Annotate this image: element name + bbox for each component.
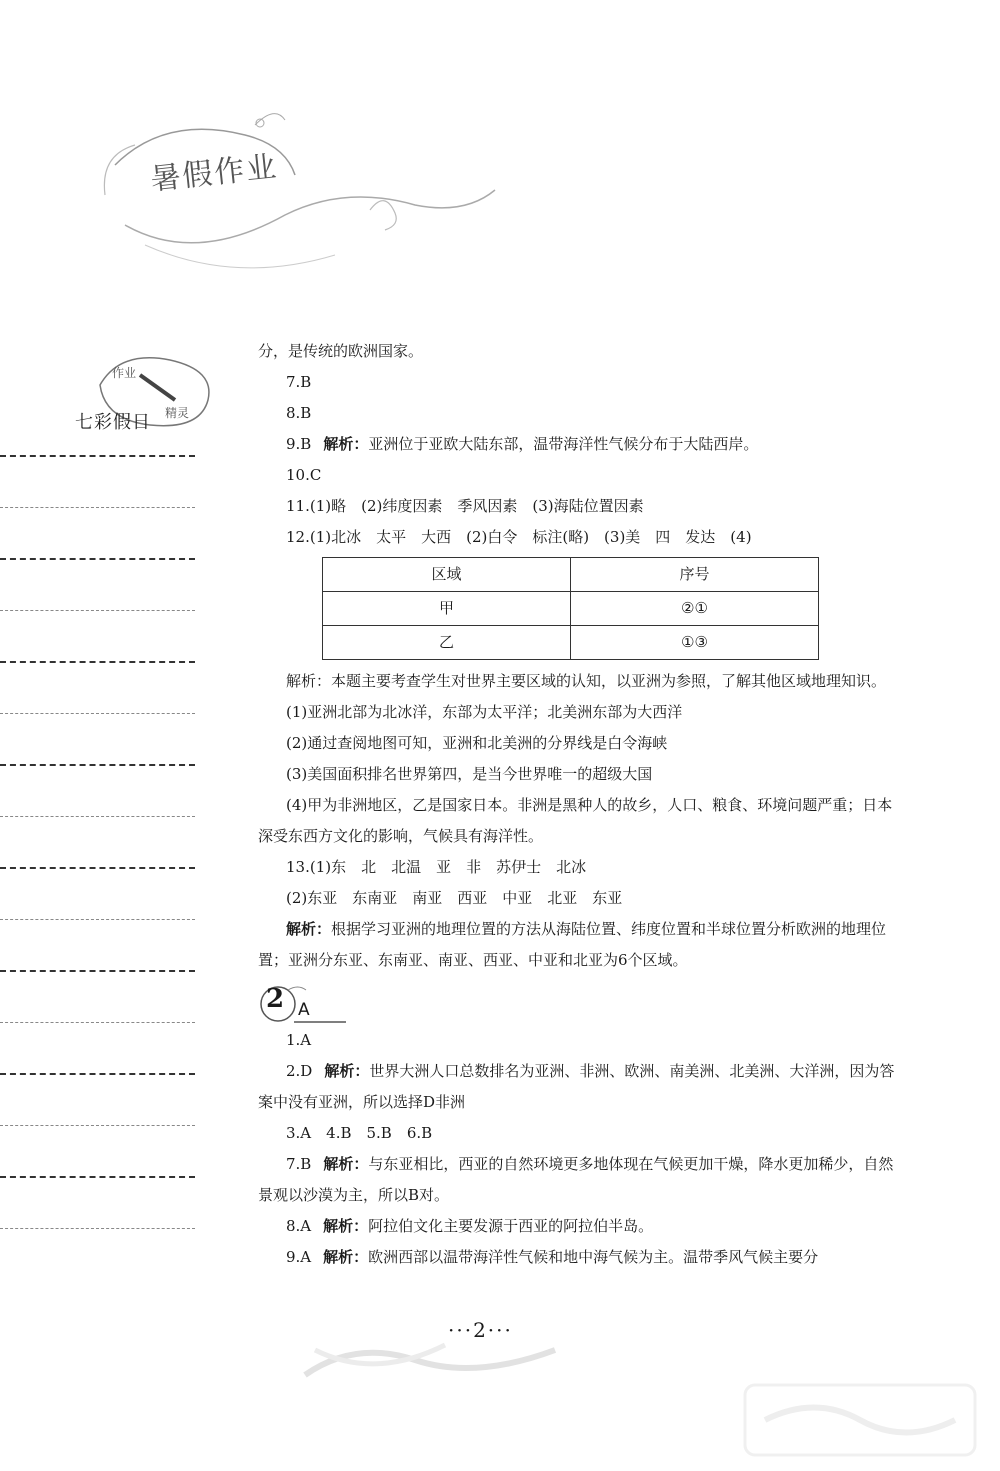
note-line (0, 1176, 195, 1178)
analysis-label: 解析： (324, 1062, 370, 1080)
table-cell: ②① (571, 592, 819, 626)
note-line (0, 507, 195, 508)
answer-number: 8.A (286, 1217, 312, 1235)
note-line (0, 661, 195, 663)
answer-q13-2: (2)东亚 东南亚 南亚 西亚 中亚 北亚 东亚 (286, 889, 623, 907)
analysis-point: (2)通过查阅地图可知，亚洲和北美洲的分界线是白令海峡 (286, 734, 668, 752)
analysis-intro: 解析：本题主要考查学生对世界主要区域的认知，以亚洲为参照，了解其他区域地理知识。 (286, 672, 887, 690)
note-line (0, 455, 195, 457)
analysis-text: 阿拉伯文化主要发源于西亚的阿拉伯半岛。 (368, 1217, 654, 1235)
note-lines (0, 455, 195, 1279)
note-line (0, 610, 195, 611)
svg-text:作业: 作业 (112, 366, 137, 380)
table-header: 序号 (571, 558, 819, 592)
answer-line: 分，是传统的欧洲国家。 (258, 342, 424, 360)
answer-q8 (258, 1211, 898, 1242)
table-row (323, 626, 819, 660)
table-header: 区域 (323, 558, 571, 592)
answer-q13-analysis (258, 914, 898, 976)
answer-number: 9.B (286, 435, 312, 453)
svg-text:精灵: 精灵 (165, 406, 190, 420)
answer-q3-6: 3.A 4.B 5.B 6.B (286, 1124, 433, 1142)
note-line (0, 1022, 195, 1023)
watermark-logo (735, 1375, 985, 1465)
table-header-row (323, 558, 819, 592)
summer-homework-banner (85, 95, 505, 295)
answer-section-1 (258, 336, 898, 976)
answer-q8: 8.B (286, 404, 312, 422)
analysis-label: 解析： (323, 1155, 369, 1173)
analysis-point: (4)甲为非洲地区，乙是国家日本。非洲是黑种人的故乡，人口、粮食、环境问题严重；日本深受东西方文化的影响，气候具有海洋性。 (258, 796, 893, 845)
table-cell: 甲 (323, 592, 571, 626)
answer-section-2 (258, 1025, 898, 1273)
analysis-label: 解析： (286, 920, 332, 938)
note-line (0, 764, 195, 766)
answer-q9 (258, 429, 898, 460)
note-line (0, 867, 195, 869)
answer-number: 2.D (286, 1062, 313, 1080)
note-line (0, 919, 195, 920)
note-line (0, 970, 195, 972)
region-table (322, 557, 819, 660)
answer-q7: 7.B (286, 373, 312, 391)
answer-q9 (258, 1242, 898, 1273)
analysis-text: 世界大洲人口总数排名为亚洲、非洲、欧洲、南美洲、北美洲、大洋洲，因为答案中没有亚洲，所以选择D非洲 (258, 1062, 895, 1111)
note-line (0, 558, 195, 560)
section-letter: A (298, 1000, 310, 1020)
answer-q13-1: 13.(1)东 北 北温 亚 非 苏伊士 北冰 (286, 858, 587, 876)
note-line (0, 816, 195, 817)
note-line (0, 713, 195, 714)
analysis-text: 根据学习亚洲的地理位置的方法从海陆位置、纬度位置和半球位置分析欧洲的地理位置；亚洲分东亚、东南亚、南亚、西亚、中亚和北亚为6个区域。 (258, 920, 887, 969)
analysis-point: (3)美国面积排名世界第四，是当今世界唯一的超级大国 (286, 765, 653, 783)
answer-q7 (258, 1149, 898, 1211)
note-line (0, 1073, 195, 1075)
answer-q1: 1.A (286, 1031, 312, 1049)
section-number: 2 (266, 984, 285, 1014)
answer-q11: 11.(1)略 (2)纬度因素 季风因素 (3)海陆位置因素 (286, 497, 644, 515)
analysis-point: (1)亚洲北部为北冰洋，东部为太平洋；北美洲东部为大西洋 (286, 703, 683, 721)
table-row (323, 592, 819, 626)
answer-number: 9.A (286, 1248, 312, 1266)
analysis-text: 亚洲位于亚欧大陆东部，温带海洋性气候分布于大陆西岸。 (368, 435, 759, 453)
analysis-label: 解析： (323, 1248, 369, 1266)
answer-q10: 10.C (286, 466, 322, 484)
analysis-label: 解析： (323, 1217, 369, 1235)
answer-q2 (258, 1056, 898, 1118)
table-cell: ①③ (571, 626, 819, 660)
answer-number: 7.B (286, 1155, 312, 1173)
note-line (0, 1228, 195, 1229)
note-line (0, 1125, 195, 1126)
answer-q12: 12.(1)北冰 太平 大西 (2)白令 标注(略) (3)美 四 发达 (4) (286, 528, 752, 546)
banner-title: 暑假作业 (148, 149, 280, 198)
footer-faded-logo (295, 1320, 565, 1395)
analysis-text: 与东亚相比，西亚的自然环境更多地体现在气候更加干燥，降水更加稀少，自然景观以沙漠为主，所以B对。 (258, 1155, 894, 1204)
analysis-label: 解析： (323, 435, 369, 453)
analysis-text: 欧洲西部以温带海洋性气候和地中海气候为主。温带季风气候主要分 (368, 1248, 819, 1266)
table-cell: 乙 (323, 626, 571, 660)
stamp-label: 七彩假日 (75, 412, 151, 433)
page-number: ···2··· (448, 1318, 513, 1342)
